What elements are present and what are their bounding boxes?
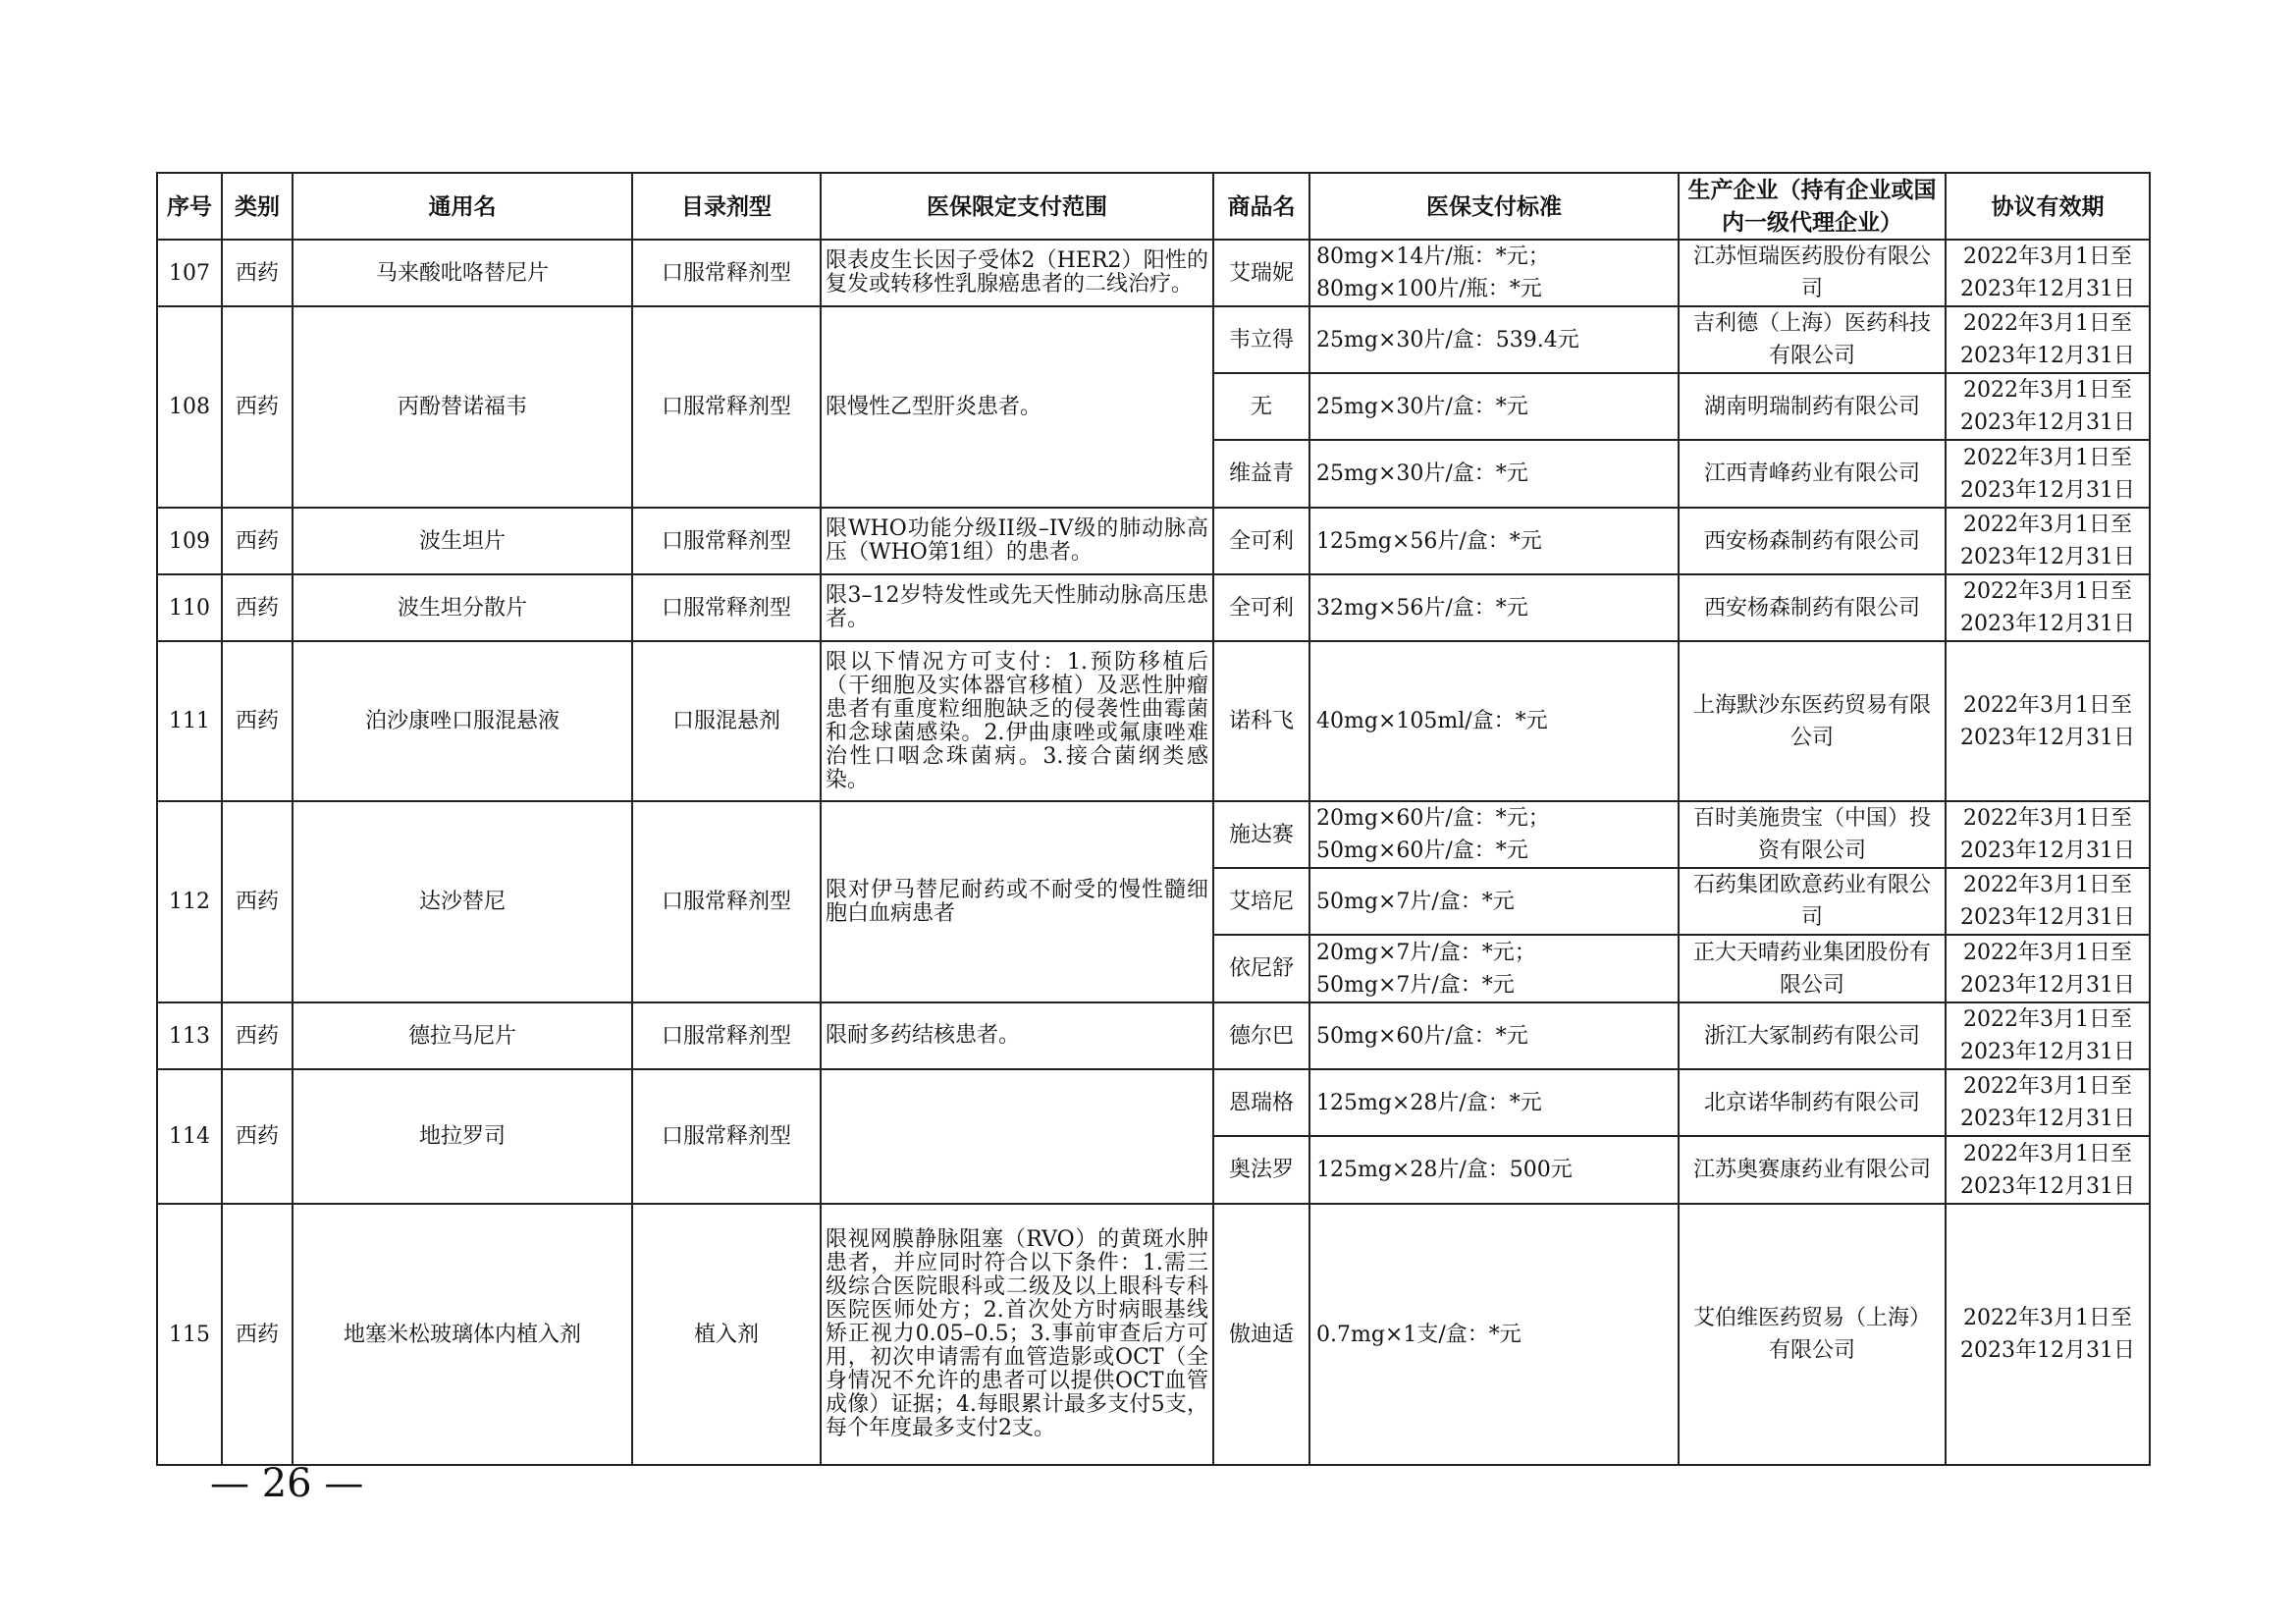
trade-name: 维益青	[1213, 440, 1309, 508]
trade-name: 恩瑞格	[1213, 1069, 1309, 1136]
row-number: 111	[157, 641, 222, 801]
manufacturer: 西安杨森制药有限公司	[1679, 508, 1946, 574]
validity-line: 2022年3月1日至	[1963, 579, 2132, 604]
payment-standard-line: 25mg×30片/盒：*元	[1316, 461, 1528, 486]
row-number: 107	[157, 240, 222, 306]
validity-period	[1946, 306, 2150, 373]
drug-category: 西药	[222, 574, 293, 641]
payment-standard-line: 50mg×7片/盒：*元	[1316, 889, 1515, 914]
trade-name: 施达赛	[1213, 801, 1309, 868]
payment-standard-line: 20mg×60片/盒：*元；	[1316, 806, 1550, 831]
header-trade-name: 商品名	[1213, 173, 1309, 240]
header-generic-name: 通用名	[293, 173, 632, 240]
payment-standard	[1309, 868, 1679, 935]
validity-line: 2022年3月1日至	[1963, 692, 2132, 718]
validity-period	[1946, 574, 2150, 641]
trade-name: 韦立得	[1213, 306, 1309, 373]
header-payment-scope: 医保限定支付范围	[821, 173, 1213, 240]
validity-line: 2023年12月31日	[1960, 1173, 2135, 1199]
validity-line: 2022年3月1日至	[1963, 940, 2132, 965]
payment-standard-line: 125mg×28片/盒：500元	[1316, 1158, 1573, 1182]
manufacturer: 西安杨森制药有限公司	[1679, 574, 1946, 641]
validity-line: 2022年3月1日至	[1963, 445, 2132, 470]
header-validity: 协议有效期	[1946, 173, 2150, 240]
row-number: 113	[157, 1002, 222, 1069]
generic-name: 达沙替尼	[293, 801, 632, 1002]
drug-category: 西药	[222, 1002, 293, 1069]
payment-standard	[1309, 508, 1679, 574]
validity-line: 2022年3月1日至	[1963, 378, 2132, 403]
validity-line: 2022年3月1日至	[1963, 311, 2132, 336]
table-row	[157, 508, 2150, 574]
drug-category: 西药	[222, 641, 293, 801]
payment-standard-line: 20mg×7片/盒：*元；	[1316, 940, 1536, 965]
validity-line: 2022年3月1日至	[1963, 1306, 2132, 1330]
manufacturer: 石药集团欧意药业有限公司	[1679, 868, 1946, 935]
generic-name: 地拉罗司	[293, 1069, 632, 1204]
header-payment-standard: 医保支付标准	[1309, 173, 1679, 240]
payment-standard	[1309, 373, 1679, 440]
manufacturer: 百时美施贵宝（中国）投资有限公司	[1679, 801, 1946, 868]
manufacturer: 湖南明瑞制药有限公司	[1679, 373, 1946, 440]
validity-line: 2023年12月31日	[1960, 612, 2135, 636]
header-manufacturer: 生产企业（持有企业或国内一级代理企业）	[1679, 173, 1946, 240]
payment-standard	[1309, 1002, 1679, 1069]
manufacturer: 正大天晴药业集团股份有限公司	[1679, 935, 1946, 1002]
page-number: — 26 —	[210, 1461, 364, 1506]
table-header	[157, 173, 2150, 240]
payment-scope: 限对伊马替尼耐药或不耐受的慢性髓细胞白血病患者	[821, 801, 1213, 1002]
trade-name: 依尼舒	[1213, 935, 1309, 1002]
table-row	[157, 240, 2150, 306]
payment-standard-line: 25mg×30片/盒：*元	[1316, 394, 1528, 419]
dosage-form: 口服常释剂型	[632, 574, 821, 641]
payment-scope: 限WHO功能分级II级–IV级的肺动脉高压（WHO第1组）的患者。	[821, 508, 1213, 574]
generic-name: 波生坦片	[293, 508, 632, 574]
validity-period	[1946, 1002, 2150, 1069]
drug-category: 西药	[222, 306, 293, 508]
payment-standard-line: 50mg×60片/盒：*元	[1316, 1023, 1528, 1049]
validity-line: 2022年3月1日至	[1963, 1141, 2132, 1166]
dosage-form: 口服常释剂型	[632, 1069, 821, 1204]
table-body	[157, 240, 2150, 1465]
manufacturer: 吉利德（上海）医药科技有限公司	[1679, 306, 1946, 373]
payment-standard	[1309, 574, 1679, 641]
payment-scope: 限以下情况方可支付：1.预防移植后（干细胞及实体器官移植）及恶性肿瘤患者有重度粒细胞缺乏的侵袭性曲霉菌和念球菌感染。2.伊曲康唑或氟康唑难治性口咽念珠菌病。3.接合菌纲类感染。	[821, 641, 1213, 801]
validity-line: 2022年3月1日至	[1963, 1007, 2132, 1032]
validity-line: 2023年12月31日	[1960, 1040, 2135, 1064]
validity-period	[1946, 641, 2150, 801]
payment-standard-line: 125mg×56片/盒：*元	[1316, 528, 1542, 554]
validity-period	[1946, 440, 2150, 508]
payment-standard	[1309, 1069, 1679, 1136]
payment-scope: 限表皮生长因子受体2（HER2）阳性的复发或转移性乳腺癌患者的二线治疗。	[821, 240, 1213, 306]
validity-period	[1946, 868, 2150, 935]
payment-standard	[1309, 641, 1679, 801]
drug-category: 西药	[222, 801, 293, 1002]
validity-line: 2022年3月1日至	[1963, 806, 2132, 831]
table-row	[157, 1204, 2150, 1465]
validity-period	[1946, 1204, 2150, 1465]
validity-line: 2022年3月1日至	[1963, 244, 2132, 269]
validity-line: 2023年12月31日	[1960, 477, 2135, 503]
validity-period	[1946, 373, 2150, 440]
generic-name: 丙酚替诺福韦	[293, 306, 632, 508]
payment-standard-line: 125mg×28片/盒：*元	[1316, 1090, 1542, 1115]
payment-standard-line: 32mg×56片/盒：*元	[1316, 595, 1528, 621]
payment-scope: 限耐多药结核患者。	[821, 1002, 1213, 1069]
manufacturer: 艾伯维医药贸易（上海）有限公司	[1679, 1204, 1946, 1465]
validity-line: 2023年12月31日	[1960, 277, 2135, 301]
row-number: 115	[157, 1204, 222, 1465]
manufacturer: 江西青峰药业有限公司	[1679, 440, 1946, 508]
validity-line: 2023年12月31日	[1960, 1107, 2135, 1131]
generic-name: 波生坦分散片	[293, 574, 632, 641]
validity-line: 2023年12月31日	[1960, 725, 2135, 750]
validity-period	[1946, 1136, 2150, 1204]
payment-scope: 限慢性乙型肝炎患者。	[821, 306, 1213, 508]
payment-standard-line: 50mg×7片/盒：*元	[1316, 972, 1515, 998]
row-number: 112	[157, 801, 222, 1002]
header-no: 序号	[157, 173, 222, 240]
dosage-form: 植入剂	[632, 1204, 821, 1465]
row-number: 114	[157, 1069, 222, 1204]
payment-standard-line: 80mg×100片/瓶：*元	[1316, 277, 1542, 301]
validity-period	[1946, 801, 2150, 868]
payment-standard	[1309, 935, 1679, 1002]
drug-category: 西药	[222, 1069, 293, 1204]
dosage-form: 口服常释剂型	[632, 306, 821, 508]
manufacturer: 江苏恒瑞医药股份有限公司	[1679, 240, 1946, 306]
payment-standard-line: 0.7mg×1支/盒：*元	[1316, 1322, 1522, 1347]
trade-name: 德尔巴	[1213, 1002, 1309, 1069]
table-row	[157, 306, 2150, 373]
trade-name: 艾培尼	[1213, 868, 1309, 935]
table-row	[157, 1002, 2150, 1069]
dosage-form: 口服常释剂型	[632, 801, 821, 1002]
dosage-form: 口服常释剂型	[632, 1002, 821, 1069]
drug-category: 西药	[222, 1204, 293, 1465]
dosage-form: 口服常释剂型	[632, 508, 821, 574]
header-dosage-form: 目录剂型	[632, 173, 821, 240]
table-row	[157, 641, 2150, 801]
validity-period	[1946, 240, 2150, 306]
drug-table	[156, 172, 2151, 1466]
row-number: 110	[157, 574, 222, 641]
validity-period	[1946, 1069, 2150, 1136]
payment-standard-line: 25mg×30片/盒：539.4元	[1316, 327, 1579, 352]
generic-name: 泊沙康唑口服混悬液	[293, 641, 632, 801]
manufacturer: 浙江大冢制药有限公司	[1679, 1002, 1946, 1069]
validity-line: 2023年12月31日	[1960, 410, 2135, 435]
validity-line: 2023年12月31日	[1960, 839, 2135, 863]
manufacturer: 江苏奥赛康药业有限公司	[1679, 1136, 1946, 1204]
trade-name: 奥法罗	[1213, 1136, 1309, 1204]
row-number: 109	[157, 508, 222, 574]
trade-name: 诺科飞	[1213, 641, 1309, 801]
payment-standard-line: 40mg×105ml/盒：*元	[1316, 709, 1548, 733]
payment-standard	[1309, 801, 1679, 868]
dosage-form: 口服混悬剂	[632, 641, 821, 801]
validity-line: 2023年12月31日	[1960, 344, 2135, 368]
validity-line: 2023年12月31日	[1960, 1338, 2135, 1363]
validity-line: 2023年12月31日	[1960, 905, 2135, 930]
validity-line: 2022年3月1日至	[1963, 1074, 2132, 1099]
trade-name: 全可利	[1213, 508, 1309, 574]
payment-standard	[1309, 306, 1679, 373]
payment-standard	[1309, 440, 1679, 508]
payment-standard	[1309, 240, 1679, 306]
table-row	[157, 1069, 2150, 1136]
drug-category: 西药	[222, 240, 293, 306]
payment-scope	[821, 1069, 1213, 1204]
validity-line: 2022年3月1日至	[1963, 873, 2132, 897]
validity-line: 2022年3月1日至	[1963, 513, 2132, 537]
generic-name: 德拉马尼片	[293, 1002, 632, 1069]
generic-name: 地塞米松玻璃体内植入剂	[293, 1204, 632, 1465]
header-category: 类别	[222, 173, 293, 240]
trade-name: 艾瑞妮	[1213, 240, 1309, 306]
validity-line: 2023年12月31日	[1960, 545, 2135, 569]
manufacturer: 上海默沙东医药贸易有限公司	[1679, 641, 1946, 801]
trade-name: 无	[1213, 373, 1309, 440]
row-number: 108	[157, 306, 222, 508]
payment-scope: 限3–12岁特发性或先天性肺动脉高压患者。	[821, 574, 1213, 641]
payment-standard-line: 80mg×14片/瓶：*元；	[1316, 244, 1550, 269]
payment-standard-line: 50mg×60片/盒：*元	[1316, 839, 1528, 863]
manufacturer: 北京诺华制药有限公司	[1679, 1069, 1946, 1136]
trade-name: 傲迪适	[1213, 1204, 1309, 1465]
payment-standard	[1309, 1136, 1679, 1204]
payment-scope: 限视网膜静脉阻塞（RVO）的黄斑水肿患者，并应同时符合以下条件：1.需三级综合医院眼科或二级及以上眼科专科医院医师处方；2.首次处方时病眼基线矫正视力0.05–0.5；3.事前审查后方可用，初次申请需有血管造影或OCT（全身情况不允许的患者可以提供OCT血管成像）证据；4.每眼累计最多支付5支，每个年度最多支付2支。	[821, 1204, 1213, 1465]
dosage-form: 口服常释剂型	[632, 240, 821, 306]
validity-period	[1946, 935, 2150, 1002]
table-row	[157, 801, 2150, 868]
trade-name: 全可利	[1213, 574, 1309, 641]
payment-standard	[1309, 1204, 1679, 1465]
drug-category: 西药	[222, 508, 293, 574]
table-row	[157, 574, 2150, 641]
validity-line: 2023年12月31日	[1960, 972, 2135, 998]
validity-period	[1946, 508, 2150, 574]
generic-name: 马来酸吡咯替尼片	[293, 240, 632, 306]
